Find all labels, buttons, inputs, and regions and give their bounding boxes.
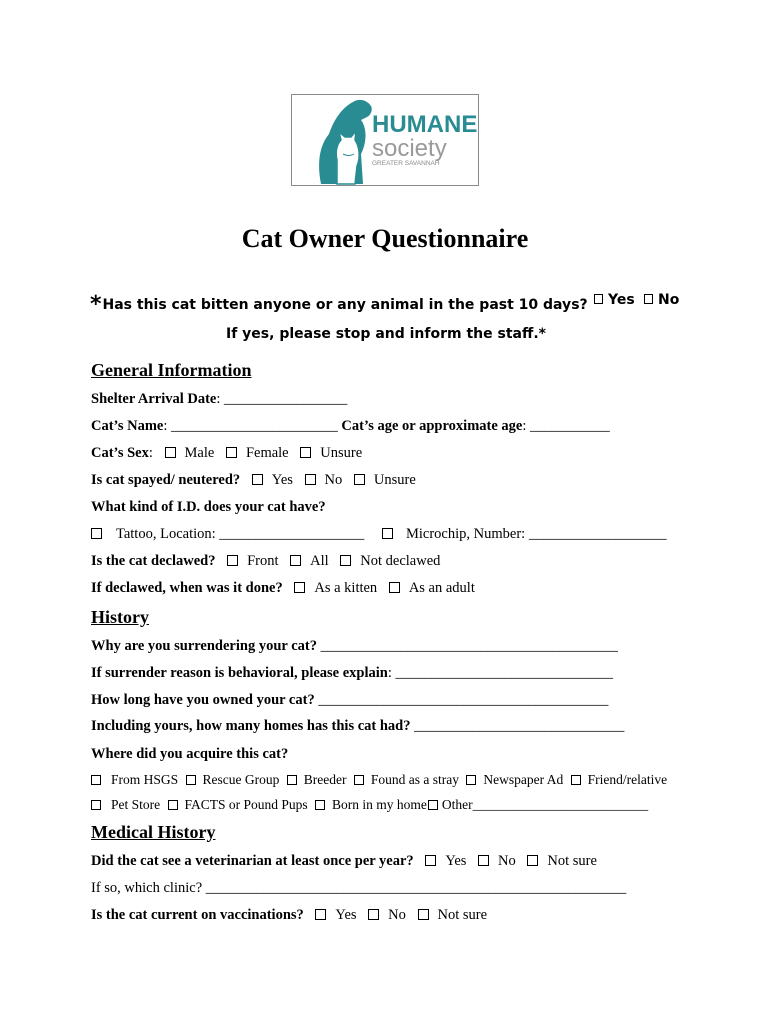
vaccination-row: Is the cat current on vaccinations? Yes No Not sure (91, 907, 488, 923)
checkbox-tattoo[interactable] (91, 528, 102, 539)
checkbox-as-kitten[interactable] (294, 582, 305, 593)
section-heading-history: History (91, 607, 149, 627)
acquire-question: Where did you acquire this cat? (91, 746, 289, 762)
checkbox-source-hsgs[interactable] (91, 775, 101, 785)
declawed-when-row: If declawed, when was it done? As a kitten As an adult (91, 580, 475, 596)
cat-name-field[interactable]: _______________________ (171, 418, 338, 434)
checkbox-icon[interactable] (644, 294, 653, 304)
spayed-row: Is cat spayed/ neutered? Yes No Unsure (91, 472, 416, 488)
checkbox-spayed-yes[interactable] (252, 474, 263, 485)
checkbox-not-declawed[interactable] (340, 555, 351, 566)
how-long-field[interactable]: ________________________________________ (318, 692, 609, 708)
homes-row: Including yours, how many homes has this cat had? _____________________________ (91, 718, 625, 734)
behavior-row: If surrender reason is behavioral, please explain: ______________________________ (91, 665, 614, 681)
behavior-field[interactable]: ______________________________ (395, 665, 614, 681)
cat-sex-row: Cat’s Sex: Male Female Unsure (91, 445, 363, 461)
vet-row: Did the cat see a veterinarian at least once per year? Yes No Not sure (91, 853, 597, 869)
checkbox-vacc-no[interactable] (368, 909, 379, 920)
checkbox-sex-male[interactable] (165, 447, 176, 458)
bite-note: If yes, please stop and inform the staff.* (226, 326, 546, 342)
source-options-row1: From HSGS Rescue Group Breeder Found as a stray Newspaper Ad Friend/relative (91, 772, 667, 788)
checkbox-spayed-unsure[interactable] (354, 474, 365, 485)
checkbox-source-stray[interactable] (354, 775, 364, 785)
checkbox-declawed-all[interactable] (290, 555, 301, 566)
checkbox-source-friend[interactable] (571, 775, 581, 785)
declawed-row: Is the cat declawed? Front All Not declawed (91, 553, 441, 569)
how-long-row: How long have you owned your cat? ________________________________________ (91, 692, 609, 708)
dog-and-cat-logo-icon (291, 94, 481, 186)
checkbox-as-adult[interactable] (389, 582, 400, 593)
humane-society-logo (291, 94, 481, 186)
logo-line3: GREATER SAVANNAH (372, 160, 440, 167)
checkbox-vet-no[interactable] (478, 855, 489, 866)
checkbox-sex-unsure[interactable] (300, 447, 311, 458)
arrival-date-row: Shelter Arrival Date: _________________ (91, 391, 348, 407)
clinic-row: If so, which clinic? __________________________________________________________ (91, 880, 627, 896)
checkbox-vacc-notsure[interactable] (418, 909, 429, 920)
why-surrender-row: Why are you surrendering your cat? _________________________________________ (91, 638, 618, 654)
checkbox-source-other[interactable] (428, 800, 438, 810)
checkbox-source-born[interactable] (315, 800, 325, 810)
checkbox-source-newspaper[interactable] (466, 775, 476, 785)
bite-question-text: Has this cat bitten anyone or any animal in the past 10 days? (102, 297, 588, 313)
checkbox-spayed-no[interactable] (305, 474, 316, 485)
clinic-field[interactable]: __________________________________________________________ (205, 880, 627, 896)
source-options-row2: Pet Store FACTS or Pound Pups Born in my home Other__________________________ (91, 797, 648, 813)
checkbox-source-petstore[interactable] (91, 800, 101, 810)
checkbox-vet-notsure[interactable] (527, 855, 538, 866)
logo-line2: society (372, 135, 447, 162)
checkbox-icon[interactable] (594, 294, 603, 304)
cat-age-field[interactable]: ___________ (530, 418, 610, 434)
bite-yes-option[interactable]: Yes (594, 292, 635, 308)
id-tattoo-option: Tattoo, Location: ____________________ (91, 526, 364, 543)
checkbox-microchip[interactable] (382, 528, 393, 539)
id-microchip-option: Microchip, Number: ___________________ (382, 526, 667, 543)
cat-name-row: Cat’s Name: _______________________ Cat’s age or approximate age: ___________ (91, 418, 610, 434)
required-star: * (90, 292, 102, 317)
page-title: Cat Owner Questionnaire (241, 224, 529, 253)
homes-field[interactable]: _____________________________ (414, 718, 625, 734)
arrival-date-field[interactable]: _________________ (224, 391, 348, 407)
checkbox-source-breeder[interactable] (287, 775, 297, 785)
checkbox-source-facts[interactable] (168, 800, 178, 810)
bite-no-option[interactable]: No (644, 292, 679, 308)
checkbox-vet-yes[interactable] (425, 855, 436, 866)
id-question: What kind of I.D. does your cat have? (91, 499, 326, 515)
checkbox-sex-female[interactable] (226, 447, 237, 458)
checkbox-declawed-front[interactable] (227, 555, 238, 566)
logo-line1: HUMANE (372, 111, 478, 138)
why-surrender-field[interactable]: _________________________________________ (320, 638, 618, 654)
bite-question (90, 290, 588, 315)
section-heading-medical: Medical History (91, 822, 216, 842)
section-heading-general: General Information (91, 360, 252, 380)
checkbox-vacc-yes[interactable] (315, 909, 326, 920)
checkbox-source-rescue[interactable] (186, 775, 196, 785)
